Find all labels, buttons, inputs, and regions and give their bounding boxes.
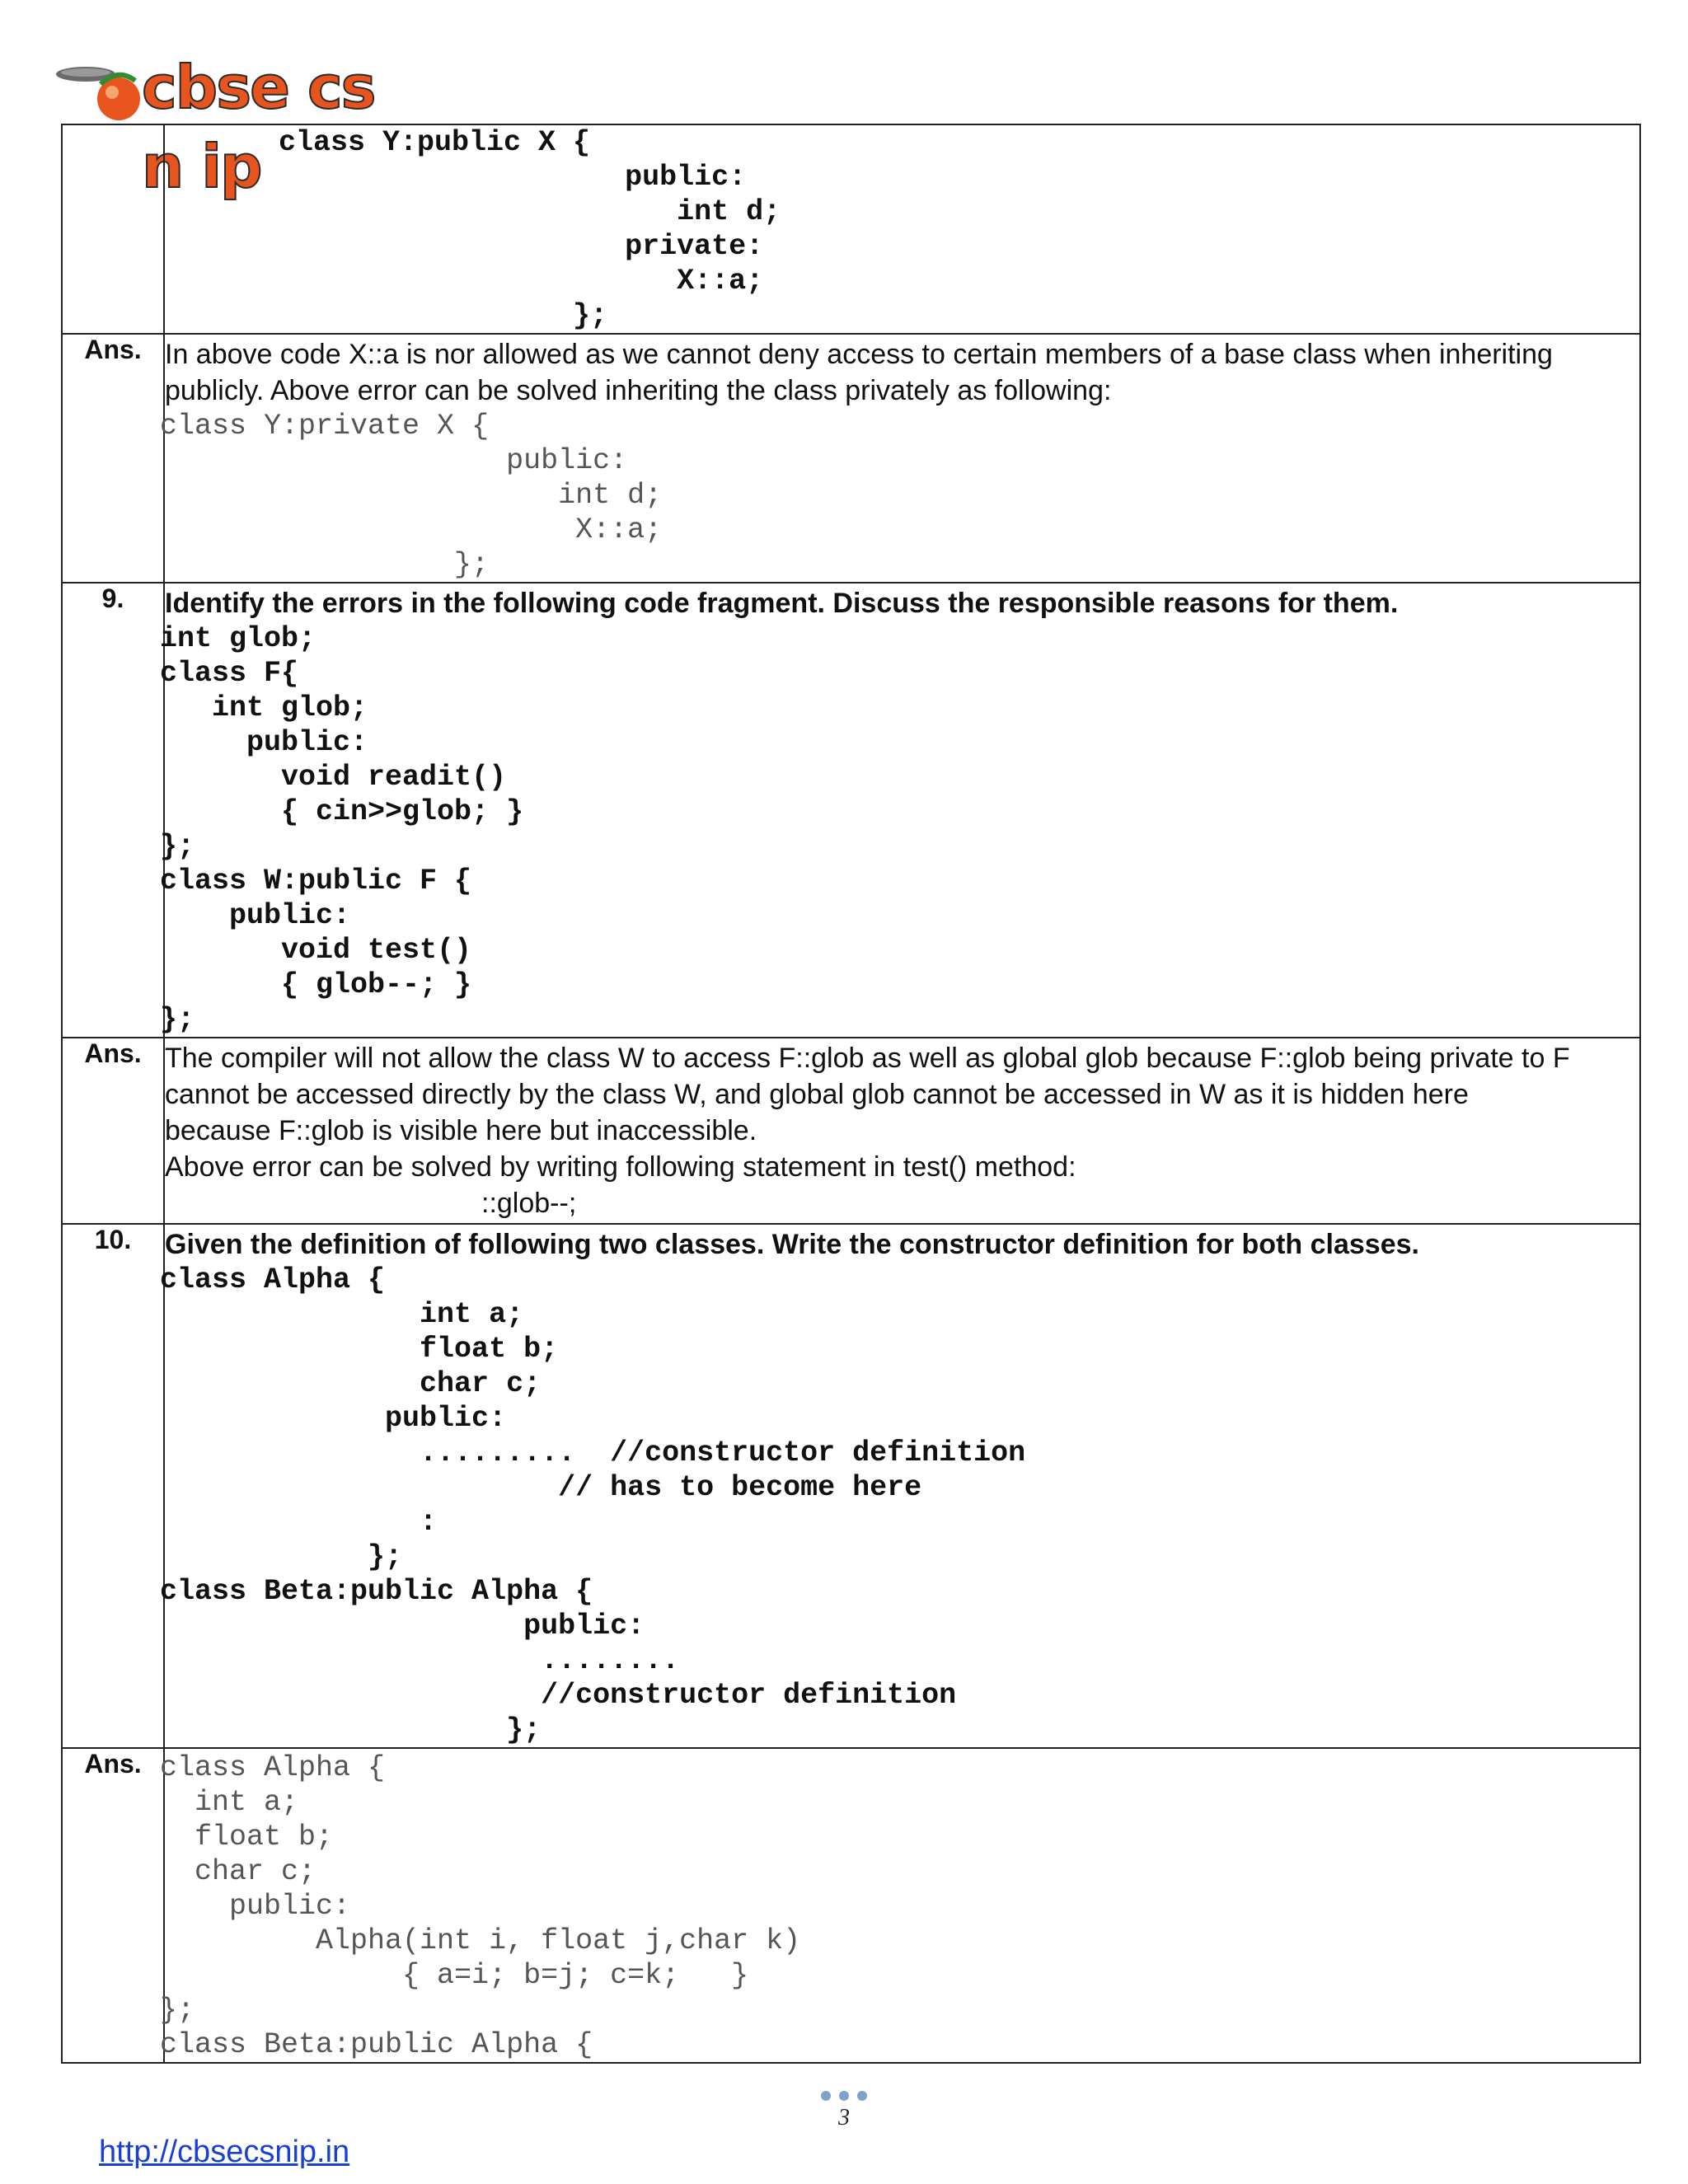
row-label <box>62 124 164 334</box>
qa-table <box>61 124 1641 2064</box>
row-label: Ans. <box>62 1748 164 2063</box>
code-block: class Y:public X { public: int d; private: X::a; }; <box>279 126 781 332</box>
question-title: Given the definition of following two classes. Write the constructor definition for both classes. <box>165 1229 1419 1260</box>
table-row <box>62 583 1640 1038</box>
page-footer <box>0 2090 1688 2131</box>
row-content <box>164 124 1640 334</box>
logo-text: cbse cs n ip <box>142 53 375 201</box>
row-content <box>160 583 1640 1038</box>
question-number: 9. <box>62 583 164 1038</box>
code-block: int glob; class F{ int glob; public: void readit() { cin>>glob; } }; class W:public F { public: void test() { glob--; } }; <box>160 622 524 1036</box>
code-block: class Alpha { int a; float b; char c; public: ......... //constructor definition // has to become here : }; class Beta:public Alpha { public: ........ //constructor definition }; <box>160 1263 1026 1746</box>
row-content <box>164 1038 1640 1224</box>
table-row <box>62 124 1640 334</box>
row-content <box>160 1224 1640 1748</box>
row-content <box>160 1748 1640 2063</box>
code-block: class Alpha { int a; float b; char c; public: Alpha(int i, float j,char k) { a=i; b=j; c=k; } }; class Beta:public Alpha { <box>160 1751 801 2061</box>
code-block: class Y:private X { public: int d; X::a; }; <box>160 410 663 581</box>
answer-text: The compiler will not allow the class W to access F::glob as well as global glob because F::glob being private to F cannot be accessed directly by the class W, and global glob cannot be accessed in W as it is hidden here because F::glob is visible here but inaccessible. <box>165 1043 1570 1146</box>
table-row <box>62 1224 1640 1748</box>
page-number: 3 <box>838 2105 850 2130</box>
table-row <box>62 334 1640 583</box>
answer-text: Above error can be solved by writing following statement in test() method: <box>165 1151 1076 1183</box>
answer-text: In above code X::a is nor allowed as we cannot deny access to certain members of a base class when inheriting publicly. Above error can be solved inheriting the class privately as following: <box>165 339 1553 406</box>
answer-code-text: ::glob--; <box>481 1188 577 1219</box>
globe-logo-icon <box>53 59 143 125</box>
dots-icon <box>821 2091 867 2101</box>
row-label: Ans. <box>62 334 164 583</box>
table-row <box>62 1038 1640 1224</box>
question-title: Identify the errors in the following code fragment. Discuss the responsible reasons for them. <box>165 588 1399 619</box>
footer-link[interactable]: http://cbsecsnip.in <box>99 2135 350 2169</box>
site-logo <box>53 53 432 201</box>
question-number: 10. <box>62 1224 164 1748</box>
row-label: Ans. <box>62 1038 164 1224</box>
table-row <box>62 1748 1640 2063</box>
row-content <box>160 334 1640 583</box>
